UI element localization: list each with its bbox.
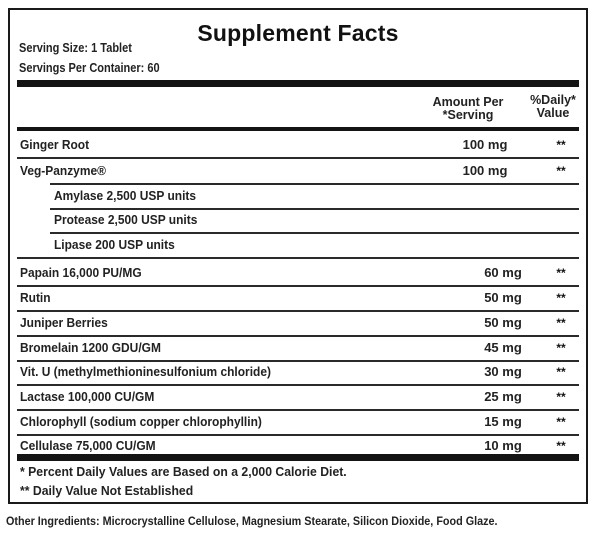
daily-value-mark: ** [556,138,566,152]
row-divider [50,232,579,234]
nutrient-amount: 10 mg [484,438,522,453]
panel-title: Supplement Facts [197,20,399,46]
row-divider [17,384,579,386]
nutrient-name: Bromelain 1200 GDU/GM [20,340,161,355]
footnote-daily-value: ** Daily Value Not Established [20,483,194,498]
daily-value-mark: ** [556,365,566,379]
thick-divider [17,80,579,87]
nutrient-name: Lipase 200 USP units [54,237,175,252]
enzyme-sub-row [10,186,586,206]
daily-value-mark: ** [556,164,566,178]
daily-value-mark: ** [556,266,566,280]
row-divider [17,285,579,287]
daily-value-mark: ** [556,316,566,330]
nutrient-name: Lactase 100,000 CU/GM [20,389,155,404]
daily-value-mark: ** [556,341,566,355]
row-divider [17,335,579,337]
nutrient-name: Juniper Berries [20,315,108,330]
daily-value-header: %Daily* Value [530,93,576,120]
row-divider [17,157,579,159]
nutrient-name: Ginger Root [20,137,90,152]
row-divider [50,183,579,185]
row-divider [17,257,579,259]
supplement-facts-panel [8,8,588,504]
nutrient-name: Vit. U (methylmethioninesulfonium chloride) [20,364,271,379]
daily-value-mark: ** [556,390,566,404]
nutrient-name: Rutin [20,290,51,305]
nutrient-row [10,135,586,155]
daily-value-mark: ** [556,439,566,453]
nutrient-row [10,436,586,456]
nutrient-amount: 100 mg [462,163,508,178]
row-divider [17,409,579,411]
nutrient-amount: 45 mg [484,340,522,355]
nutrient-name: Papain 16,000 PU/MG [20,265,142,280]
daily-value-mark: ** [556,415,566,429]
nutrient-amount: 30 mg [484,364,522,379]
nutrient-amount: 100 mg [462,137,508,152]
footnote-percent-daily: * Percent Daily Values are Based on a 2,000 Calorie Diet. [20,464,347,479]
nutrient-name: Protease 2,500 USP units [54,212,198,227]
nutrient-name: Amylase 2,500 USP units [54,188,197,203]
nutrient-row [10,338,586,358]
daily-value-mark: ** [556,291,566,305]
nutrient-row [10,412,586,432]
nutrient-name: Veg-Panzyme® [20,163,106,178]
row-divider [17,310,579,312]
nutrient-name: Cellulase 75,000 CU/GM [20,438,156,453]
nutrient-name: Chlorophyll (sodium copper chlorophyllin) [20,414,262,429]
nutrient-amount: 60 mg [484,265,522,280]
nutrient-row [10,362,586,382]
nutrient-amount: 50 mg [484,315,522,330]
nutrient-amount: 25 mg [484,389,522,404]
nutrient-amount: 15 mg [484,414,522,429]
nutrient-row [10,387,586,407]
thick-divider-bottom [17,454,579,461]
nutrient-row [10,288,586,308]
enzyme-sub-row [10,210,586,230]
servings-per-container: Servings Per Container: 60 [19,61,160,75]
enzyme-sub-row [10,235,586,255]
other-ingredients: Other Ingredients: Microcrystalline Cellulose, Magnesium Stearate, Silicon Dioxide, Food Glaze. [6,514,498,528]
nutrient-row [10,313,586,333]
nutrient-amount: 50 mg [484,290,522,305]
header-divider [17,127,579,131]
nutrient-row [10,161,586,181]
amount-per-serving-header: Amount Per *Serving [432,95,504,122]
serving-size: Serving Size: 1 Tablet [19,41,132,55]
nutrient-row [10,263,586,283]
